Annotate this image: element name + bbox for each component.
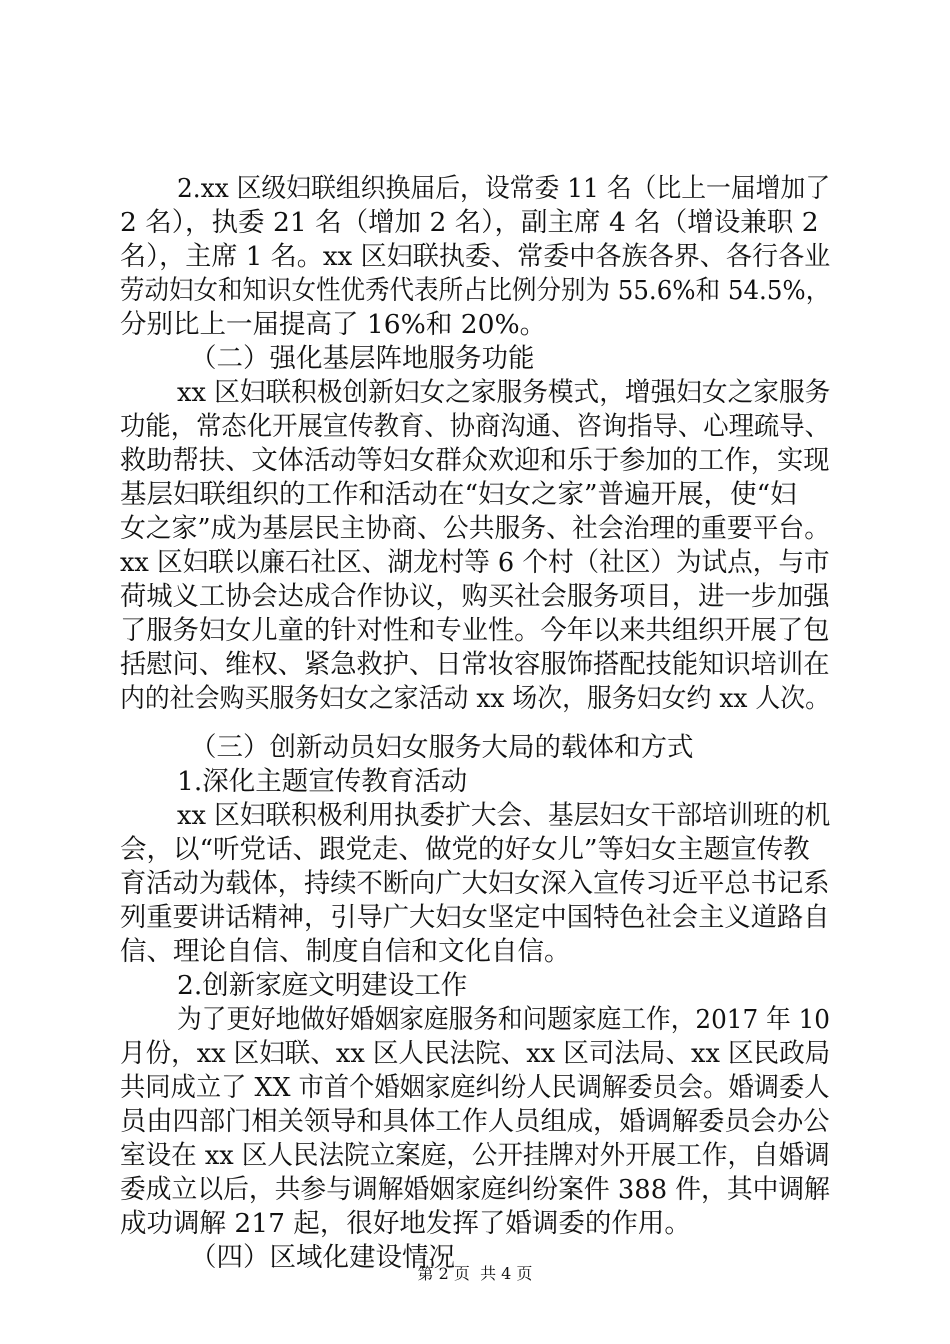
body-line: 信、理论自信、制度自信和文化自信。: [120, 936, 571, 967]
body-line: 共同成立了 XX 市首个婚姻家庭纠纷人民调解委员会。婚调委人: [120, 1072, 830, 1103]
body-line: 名），主席 1 名。xx 区妇联执委、常委中各族各界、各行各业: [120, 241, 831, 272]
body-line: 分别比上一届提高了 16%和 20%。: [120, 309, 547, 340]
body-line: （二）强化基层阵地服务功能: [190, 343, 535, 374]
body-line: 劳动妇女和知识女性优秀代表所占比例分别为 55.6%和 54.5%，: [120, 275, 831, 306]
body-line: 育活动为载体，持续不断向广大妇女深入宣传习近平总书记系: [120, 868, 830, 899]
body-line: 女之家”成为基层民主协商、公共服务、社会治理的重要平台。: [120, 513, 831, 544]
body-line: 列重要讲话精神，引导广大妇女坚定中国特色社会主义道路自: [120, 902, 830, 933]
body-line: 2.xx 区级妇联组织换届后，设常委 11 名（比上一届增加了: [177, 173, 831, 204]
page-footer: 第 2 页 共 4 页: [417, 1264, 533, 1283]
body-line: （四）区域化建设情况: [190, 1242, 455, 1273]
body-line: 功能，常态化开展宣传教育、协商沟通、咨询指导、心理疏导、: [120, 411, 830, 442]
body-line: xx 区妇联积极利用执委扩大会、基层妇女干部培训班的机: [177, 800, 831, 831]
body-line: 2 名），执委 21 名（增加 2 名），副主席 4 名（增设兼职 2: [120, 207, 819, 238]
body-line: 为了更好地做好婚姻家庭服务和问题家庭工作，2017 年 10: [177, 1004, 831, 1035]
body-line: 括慰问、维权、紧急救护、日常妆容服饰搭配技能知识培训在: [120, 649, 830, 680]
body-line: 了服务妇女儿童的针对性和专业性。今年以来共组织开展了包: [120, 615, 830, 646]
body-line: 1.深化主题宣传教育活动: [177, 766, 468, 797]
body-line: 基层妇联组织的工作和活动在“妇女之家”普遍开展，使“妇: [120, 479, 797, 510]
body-line: 月份，xx 区妇联、xx 区人民法院、xx 区司法局、xx 区民政局: [120, 1038, 831, 1069]
body-line: 救助帮扶、文体活动等妇女群众欢迎和乐于参加的工作，实现: [120, 445, 830, 476]
body-line: 2.创新家庭文明建设工作: [177, 970, 468, 1001]
body-line: （三）创新动员妇女服务大局的载体和方式: [190, 732, 694, 763]
body-line: xx 区妇联积极创新妇女之家服务模式，增强妇女之家服务: [177, 377, 831, 408]
body-line: 室设在 xx 区人民法院立案庭，公开挂牌对外开展工作，自婚调: [120, 1140, 830, 1171]
body-line: 内的社会购买服务妇女之家活动 xx 场次，服务妇女约 xx 人次。: [120, 683, 830, 714]
body-line: xx 区妇联以廉石社区、湖龙村等 6 个村（社区）为试点，与市: [120, 547, 830, 578]
body-line: 成功调解 217 起，很好地发挥了婚调委的作用。: [120, 1208, 691, 1239]
body-line: 员由四部门相关领导和具体工作人员组成，婚调解委员会办公: [120, 1106, 830, 1137]
body-line: 委成立以后，共参与调解婚姻家庭纠纷案件 388 件，其中调解: [120, 1174, 830, 1205]
body-line: 会，以“听党话、跟党走、做党的好女儿”等妇女主题宣传教: [120, 834, 810, 865]
body-line: 荷城义工协会达成合作协议，购买社会服务项目，进一步加强: [120, 581, 830, 612]
